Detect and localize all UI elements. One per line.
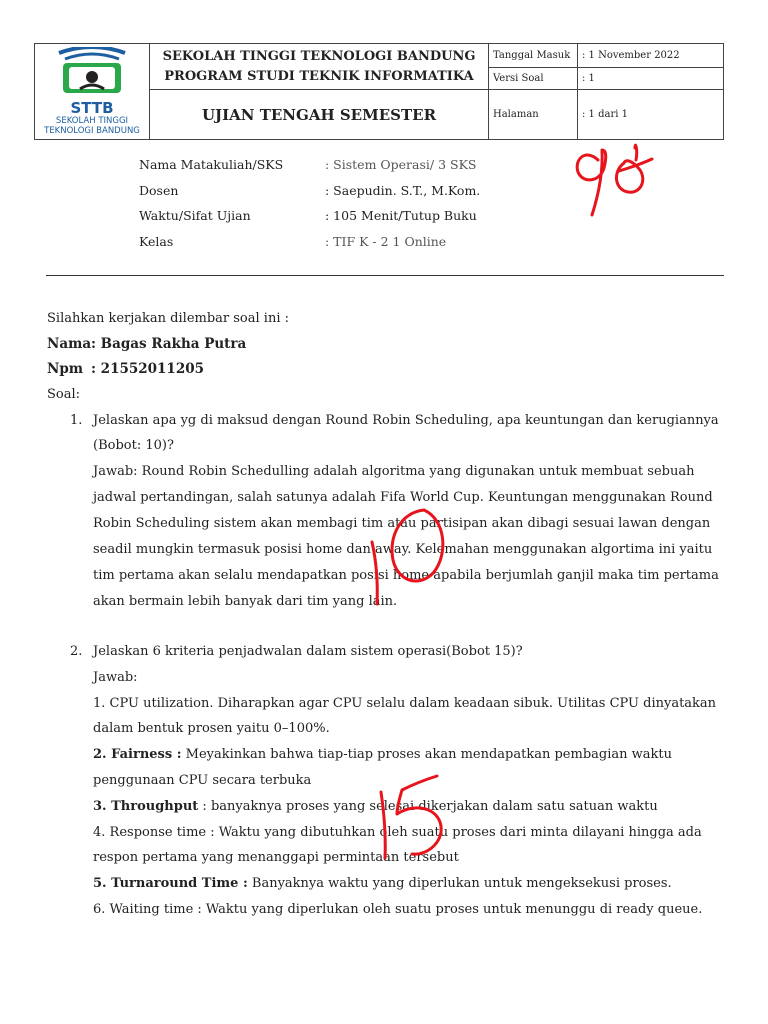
- question-number: 2.: [70, 644, 83, 659]
- student-npm-label: Npm: [47, 361, 84, 377]
- question-number: 1.: [70, 413, 83, 428]
- criterion-term: 2. Fairness :: [93, 747, 182, 762]
- q2-answer-label: Jawab:: [93, 670, 138, 685]
- logo-subtitle-1: SEKOLAH TINGGI: [55, 116, 129, 126]
- info-value: : Sistem Operasi/ 3 SKS: [325, 157, 477, 172]
- info-key: Waktu/Sifat Ujian: [139, 208, 251, 223]
- q1-line: tim pertama akan selalu mendapatkan posisi home apabila berjumlah ganjil maka tim pertama: [93, 568, 719, 583]
- criterion-text: : banyaknya proses yang selesai dikerjakan dalam satu satuan waktu: [198, 799, 658, 814]
- q1-line: Jelaskan apa yg di maksud dengan Round Robin Scheduling, apa keuntungan dan kerugiannya: [93, 413, 719, 428]
- criterion-line: respon pertama yang menanggapi permintaan tersebut: [93, 850, 459, 865]
- criterion-line: dalam bentuk prosen yaitu 0–100%.: [93, 721, 330, 736]
- info-value: : 105 Menit/Tutup Buku: [325, 208, 477, 223]
- info-key: Dosen: [139, 183, 179, 198]
- q1-score-mark: [372, 542, 377, 604]
- criterion-response-time: 4. Response time : Waktu yang dibutuhkan oleh suatu proses dari minta dilayani hingga ada: [93, 825, 702, 840]
- meta-label-date: Tanggal Masuk: [489, 44, 578, 68]
- q1-line: Jawab: Round Robin Schedulling adalah algoritma yang digunakan untuk membuat sebuah: [93, 464, 695, 479]
- q1-line: jadwal pertandingan, salah satunya adalah Fifa World Cup. Keuntungan menggunakan Round: [93, 490, 713, 505]
- total-score-mark: [577, 150, 606, 215]
- logo-subtitle-2: TEKNOLOGI BANDUNG: [44, 126, 140, 136]
- meta-label-version: Versi Soal: [489, 68, 578, 90]
- student-name-value: : Bagas Rakha Putra: [91, 336, 247, 352]
- criterion-waiting-time: 6. Waiting time : Waktu yang diperlukan oleh suatu proses untuk menunggu di ready queue.: [93, 902, 703, 917]
- meta-value-version: : 1: [578, 68, 724, 90]
- meta-label-page: Halaman: [489, 90, 578, 140]
- q2-question: Jelaskan 6 kriteria penjadwalan dalam sistem operasi(Bobot 15)?: [93, 644, 523, 659]
- q1-score-mark: [392, 510, 443, 581]
- q1-line: (Bobot: 10)?: [93, 438, 174, 453]
- info-key: Kelas: [139, 234, 174, 249]
- info-value: : Saepudin. S.T., M.Kom.: [325, 183, 481, 198]
- student-npm-value: : 21552011205: [91, 361, 205, 377]
- criterion-line: penggunaan CPU secara terbuka: [93, 773, 312, 788]
- q1-line: akan bermain lebih banyak dari tim yang lain.: [93, 594, 398, 609]
- program-name: PROGRAM STUDI TEKNIK INFORMATIKA: [164, 68, 474, 84]
- total-score-mark: [616, 145, 652, 192]
- institution-name: SEKOLAH TINGGI TEKNOLOGI BANDUNG: [162, 48, 476, 64]
- q1-line: seadil mungkin termasuk posisi home dan away. Kelemahan menggunakan algortima ini yaitu: [93, 542, 713, 557]
- logo-name: STTB: [70, 99, 114, 117]
- info-value: : TIF K - 2 1 Online: [325, 234, 447, 249]
- meta-value-page: : 1 dari 1: [578, 90, 724, 140]
- criterion-cpu-utilization: 1. CPU utilization. Diharapkan agar CPU selalu dalam keadaan sibuk. Utilitas CPU dinyatakan: [93, 696, 717, 711]
- q1-line: Robin Scheduling sistem akan membagi tim atau partisipan akan dibagi sesuai lawan dengan: [93, 516, 711, 531]
- info-key: Nama Matakuliah/SKS: [139, 157, 284, 172]
- instruction-text: Silahkan kerjakan dilembar soal ini :: [47, 311, 289, 326]
- criterion-text: Banyaknya waktu yang diperlukan untuk mengeksekusi proses.: [247, 876, 672, 891]
- soal-label: Soal:: [47, 387, 81, 402]
- criterion-term: 5. Turnaround Time :: [93, 876, 248, 891]
- q2-score-mark: [381, 792, 385, 858]
- q2-score-mark: [397, 776, 441, 854]
- criterion-text: Meyakinkan bahwa tiap-tiap proses akan mendapatkan pembagian waktu: [181, 747, 672, 762]
- student-name-label: Nama: [47, 336, 92, 352]
- criterion-term: 3. Throughput: [93, 799, 199, 814]
- meta-value-date: : 1 November 2022: [578, 44, 724, 68]
- exam-title: UJIAN TENGAH SEMESTER: [150, 90, 489, 140]
